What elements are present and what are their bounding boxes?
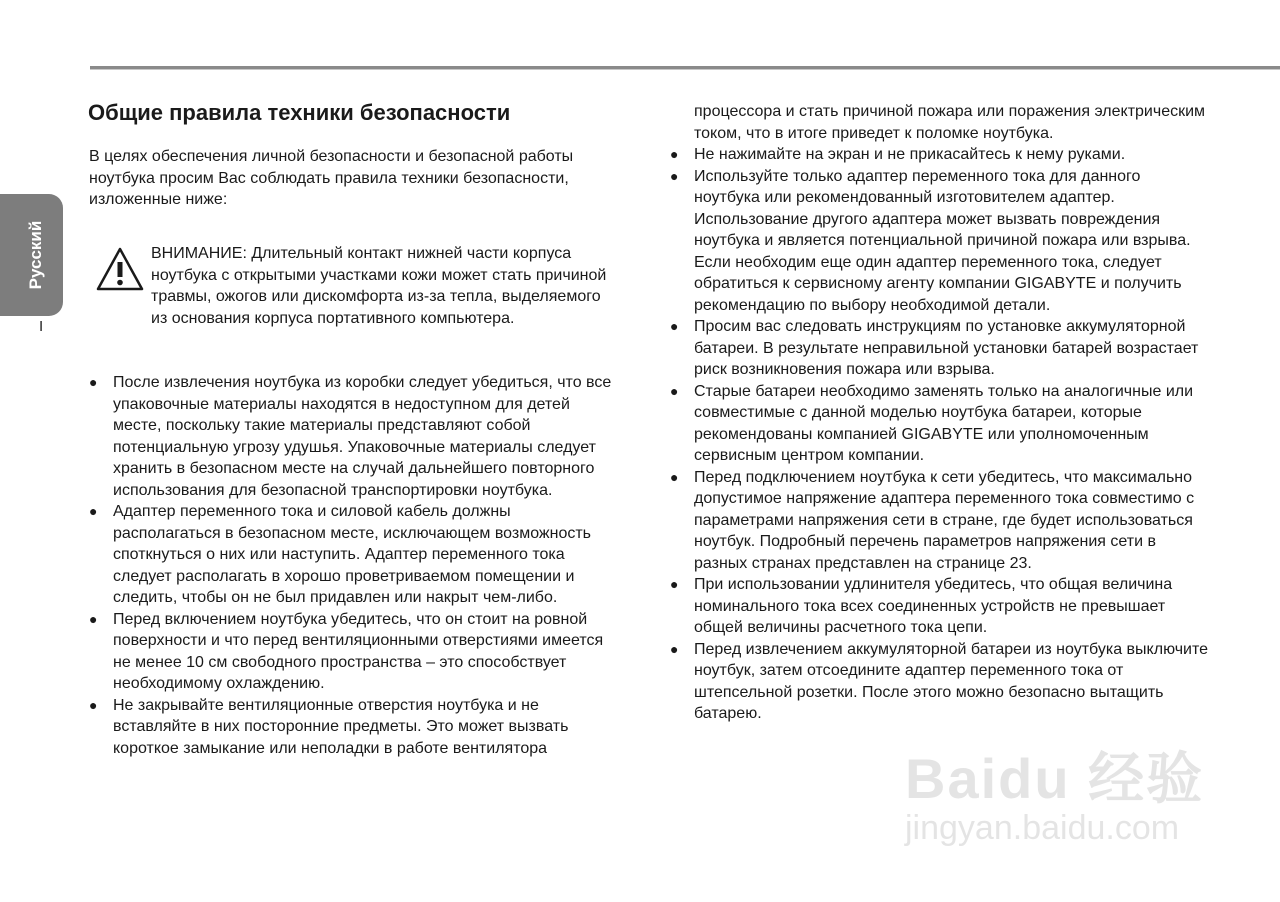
- list-item: ● Перед извлечением аккумуляторной батареи из ноутбука выключите ноутбук, затем отсоедините адаптер переменного тока от штепсельной розетки. После этого можно безопасно вытащить батарею.: [670, 640, 1209, 722]
- right-column: [670, 101, 1210, 725]
- list-item: ● Старые батареи необходимо заменять только на аналогичные или совместимые с данной моделью ноутбука батареи, которые рекомендованы компанией GIGABYTE или уполномоченным сервисным центром компании.: [670, 382, 1194, 464]
- list-item: ● Перед подключением ноутбука к сети убедитесь, что максимально допустимое напряжение адаптера переменного тока совместимо с параметрами напряжения сети в стране, где будет использоваться ноутбук. Подробный перечень параметров напряжения сети в разных странах представлен на странице 23.: [670, 468, 1195, 572]
- continued-text: процессора и стать причиной пожара или поражения электрическим током, что в итоге приведет к поломке ноутбука.: [694, 103, 1206, 142]
- page-title: Общие правила техники безопасности: [88, 100, 511, 125]
- list-item: ● Просим вас следовать инструкциям по установке аккумуляторной батареи. В результате неправильной установки батарей возрастает риск возникновения пожара или взрыва.: [670, 318, 1199, 378]
- list-item: ● При использовании удлинителя убедитесь, что общая величина номинального тока всех соединенных устройств не превышает общей величины расчетного тока цепи.: [670, 576, 1173, 636]
- page-number: I: [39, 318, 44, 335]
- top-rule: [90, 66, 1280, 70]
- intro-paragraph: В целях обеспечения личной безопасности и безопасной работы ноутбука просим Вас соблюдать правила техники безопасности, изложенные ниже:: [89, 148, 574, 208]
- language-tab-label: Русский: [26, 220, 45, 290]
- left-bullet-list: [89, 372, 619, 759]
- baidu-watermark: [905, 735, 1205, 855]
- list-item: ● Адаптер переменного тока и силовой кабель должны располагаться в безопасном месте, исключающем возможность споткнуться о них или наступить. Адаптер переменного тока следует располагать в хорошо проветриваемом помещении и следить, чтобы он не был придавлен или накрыт чем-либо.: [89, 503, 592, 606]
- list-item: ● Не закрывайте вентиляционные отверстия ноутбука и не вставляйте в них посторонние предметы. Это может вызвать короткое замыкание или неполадки в работе вентилятора: [89, 696, 569, 757]
- bullet-dot: ●: [670, 640, 679, 657]
- bullet-dot: ●: [670, 167, 679, 184]
- warning-triangle-icon: [95, 246, 145, 292]
- list-item: ● Перед включением ноутбука убедитесь, что он стоит на ровной поверхности и что перед вентиляционными отверстиями имеется не менее 10 см свободного пространства – это способствует необходимому охлаждению.: [89, 610, 604, 692]
- warning-text: ВНИМАНИЕ: Длительный контакт нижней части корпуса ноутбука с открытыми участками кожи может стать причиной травмы, ожогов или дискомфорта из-за тепла, выделяемого из основания корпуса портативного компьютера.: [151, 245, 607, 327]
- bullet-dot: ●: [670, 146, 679, 162]
- right-bullet-list: [670, 144, 1210, 725]
- list-item: ● Не нажимайте на экран и не прикасайтесь к нему руками.: [670, 144, 1210, 166]
- list-item: ● После извлечения ноутбука из коробки следует убедиться, что все упаковочные материалы находятся в недоступном для детей месте, поскольку такие материалы представляют собой потенциальную угрозу удушья. Упаковочные материалы следует хранить в безопасном месте на случай дальнейшего повторного использования для безопасной транспортировки ноутбука.: [89, 374, 612, 499]
- list-item: ● Используйте только адаптер переменного тока для данного ноутбука или рекомендованный изготовителем адаптер. Использование другого адаптера может вызвать повреждения ноутбука и является потенциальной причиной пожара или взрыва. Если необходим еще один адаптер переменного тока, следует обратиться к сервисному агенту компании GIGABYTE и получить рекомендацию по выбору необходимой детали.: [670, 167, 1191, 314]
- bullet-dot: ●: [89, 696, 98, 713]
- watermark-url: jingyan.baidu.com: [905, 809, 1180, 847]
- bullet-dot: ●: [670, 576, 679, 592]
- bullet-dot: ●: [89, 503, 98, 519]
- bullet-dot: ●: [670, 318, 679, 334]
- watermark-logo: Baidu 经验: [905, 747, 1205, 810]
- bullet-dot: ●: [89, 374, 98, 390]
- bullet-dot: ●: [670, 468, 679, 485]
- bullet-dot: ●: [670, 382, 679, 399]
- bullet-dot: ●: [89, 610, 98, 627]
